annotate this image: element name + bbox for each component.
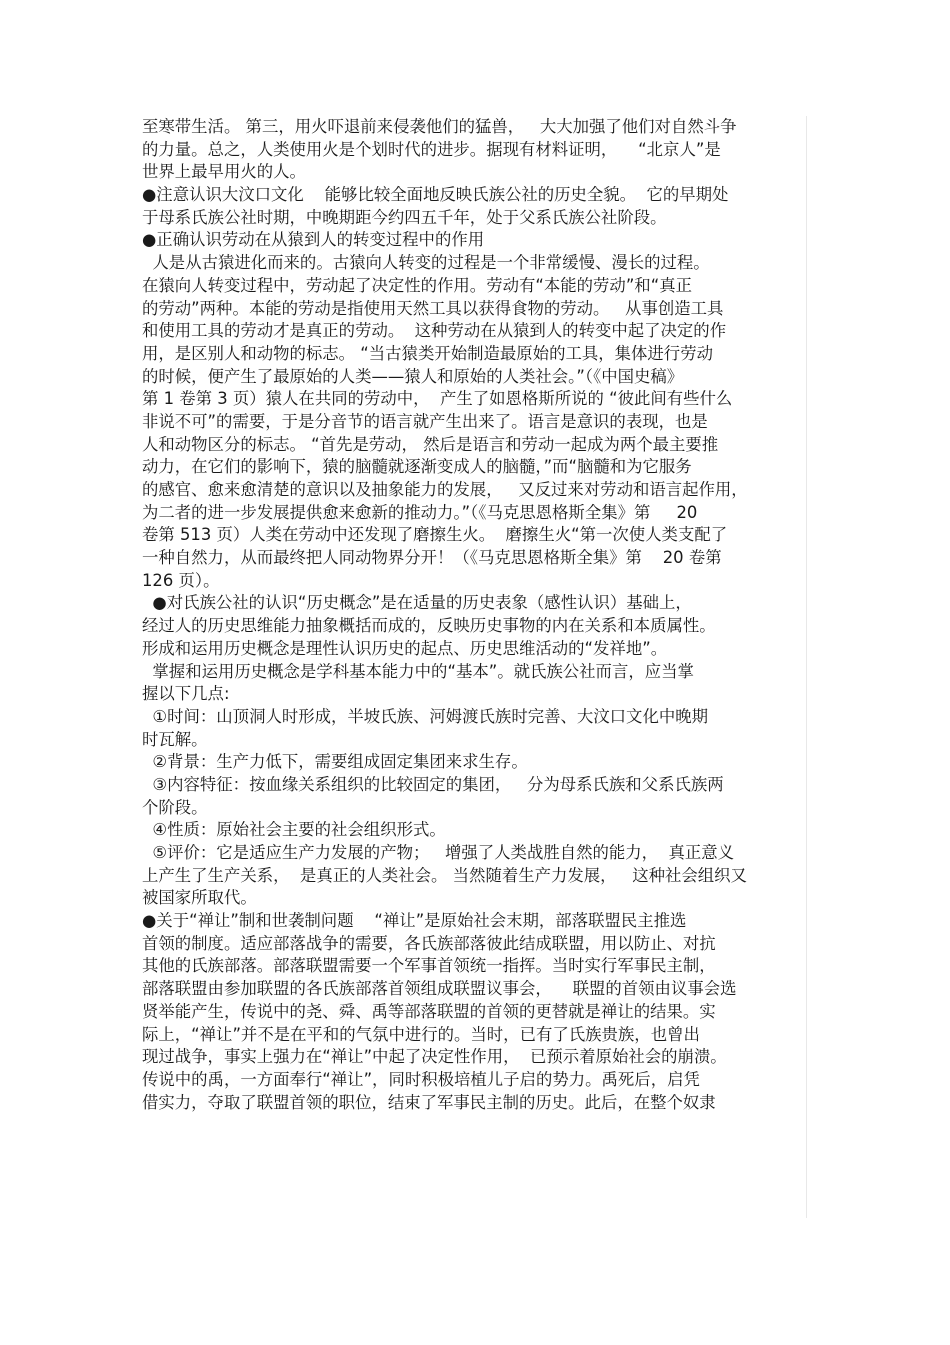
text-line: 的时候，便产生了最原始的人类——猿人和原始的人类社会。”（《中国史稿》 bbox=[142, 366, 684, 386]
text-line: 经过人的历史思维能力抽象概括而成的，反映历史事物的内在关系和本质属性。 bbox=[142, 616, 716, 636]
document-page bbox=[142, 116, 807, 1218]
text-line: 动力，在它们的影响下，猿的脑髓就逐渐变成人的脑髓，”而“脑髓和为它服务 bbox=[142, 457, 692, 477]
text-line: ④性质：原始社会主要的社会组织形式。 bbox=[142, 820, 446, 840]
text-line: 人和动物区分的标志。 “首先是劳动， 然后是语言和劳动一起成为两个最主要推 bbox=[142, 434, 719, 454]
text-line: 际上，“禅让”并不是在平和的气氛中进行的。当时，已有了氏族贵族，也曾出 bbox=[142, 1024, 700, 1044]
text-line: 现过战争，事实上强力在“禅让”中起了决定性作用， 已预示着原始社会的崩溃。 bbox=[142, 1047, 727, 1067]
text-line: 的力量。总之，人类使用火是个划时代的进步。据现有材料证明， “北京人”是 bbox=[142, 139, 721, 159]
text-line: 在猿向人转变过程中，劳动起了决定性的作用。劳动有“本能的劳动”和“真正 bbox=[142, 275, 692, 295]
text-line: 贤举能产生，传说中的尧、舜、禹等部落联盟的首领的更替就是禅让的结果。实 bbox=[142, 1001, 716, 1021]
text-line: ③内容特征：按血缘关系组织的比较固定的集团， 分为母系氏族和父系氏族两 bbox=[142, 774, 724, 794]
text-line: 和使用工具的劳动才是真正的劳动。 这种劳动在从猿到人的转变中起了决定的作 bbox=[142, 321, 727, 341]
text-line: 的劳动”两种。本能的劳动是指使用天然工具以获得食物的劳动。 从事创造工具 bbox=[142, 298, 724, 318]
text-line: 用，是区别人和动物的标志。 “当古猿类开始制造最原始的工具，集体进行劳动 bbox=[142, 343, 713, 363]
text-line: ①时间：山顶洞人时形成，半坡氏族、河姆渡氏族时完善、大汶口文化中晚期 bbox=[142, 706, 709, 726]
text-line: 为二者的进一步发展提供愈来愈新的推动力。”（《马克思恩格斯全集》第 20 bbox=[142, 502, 698, 522]
text-line: 形成和运用历史概念是理性认识历史的起点、历史思维活动的“发祥地”。 bbox=[142, 638, 668, 658]
text-line: 个阶段。 bbox=[142, 797, 208, 817]
text-line: 世界上最早用火的人。 bbox=[142, 162, 306, 182]
text-line: ⑤评价：它是适应生产力发展的产物； 增强了人类战胜自然的能力， 真正意义 bbox=[142, 843, 735, 862]
text-line: 握以下几点: bbox=[142, 684, 230, 704]
text-line: 一种自然力，从而最终把人同动物界分开！（《马克思恩格斯全集》第 20 卷第 bbox=[142, 548, 722, 568]
text-line: 于母系氏族公社时期，中晚期距今约四五千年，处于父系氏族公社阶段。 bbox=[142, 207, 667, 227]
text-line: ②背景：生产力低下，需要组成固定集团来求生存。 bbox=[142, 752, 528, 772]
text-line: ●关于“禅让”制和世袭制问题 “禅让”是原始社会末期，部落联盟民主推选 bbox=[142, 911, 687, 931]
text-line: 第 1 卷第 3 页）猿人在共同的劳动中， 产生了如恩格斯所说的 “彼此间有些什么 bbox=[142, 389, 733, 409]
text-line: 首领的制度。适应部落战争的需要，各氏族部落彼此结成联盟，用以防止、对抗 bbox=[142, 933, 716, 953]
text-line: 传说中的禹，一方面奉行“禅让”，同时积极培植儿子启的势力。禹死后，启凭 bbox=[142, 1069, 700, 1089]
text-line: ●注意认识大汶口文化 能够比较全面地反映氏族公社的历史全貌。 它的早期处 bbox=[142, 185, 729, 205]
text-line: 至寒带生活。 第三，用火吓退前来侵袭他们的猛兽， 大大加强了他们对自然斗争 bbox=[142, 117, 737, 136]
text-line: 126 页）。 bbox=[142, 570, 220, 590]
text-line: 卷第 513 页）人类在劳动中还发现了磨擦生火。 磨擦生火“第一次使人类支配了 bbox=[142, 525, 728, 545]
text-line: 其他的氏族部落。部落联盟需要一个军事首领统一指挥。当时实行军事民主制， bbox=[142, 956, 716, 976]
text-line: 时瓦解。 bbox=[142, 729, 208, 749]
text-line: 人是从古猿进化而来的。古猿向人转变的过程是一个非常缓慢、漫长的过程。 bbox=[142, 253, 710, 273]
text-line: 非说不可”的需要，于是分音节的语言就产生出来了。语言是意识的表现，也是 bbox=[142, 411, 708, 431]
text-line: 掌握和运用历史概念是学科基本能力中的“基本”。就氏族公社而言，应当掌 bbox=[142, 661, 694, 681]
text-line: 上产生了生产关系， 是真正的人类社会。 当然随着生产力发展， 这种社会组织又 bbox=[142, 865, 747, 885]
text-line: 借实力，夺取了联盟首领的职位，结束了军事民主制的历史。此后，在整个奴隶 bbox=[142, 1092, 716, 1112]
text-line: 的感官、愈来愈清楚的意识以及抽象能力的发展， 又反过来对劳动和语言起作用， bbox=[142, 480, 748, 499]
text-line: ●正确认识劳动在从猿到人的转变过程中的作用 bbox=[142, 230, 485, 250]
text-line: ●对氏族公社的认识“历史概念”是在适量的历史表象（感性认识）基础上， bbox=[142, 593, 692, 613]
text-line: 部落联盟由参加联盟的各氏族部落首领组成联盟议事会， 联盟的首领由议事会选 bbox=[142, 979, 737, 999]
text-line: 被国家所取代。 bbox=[142, 888, 257, 908]
